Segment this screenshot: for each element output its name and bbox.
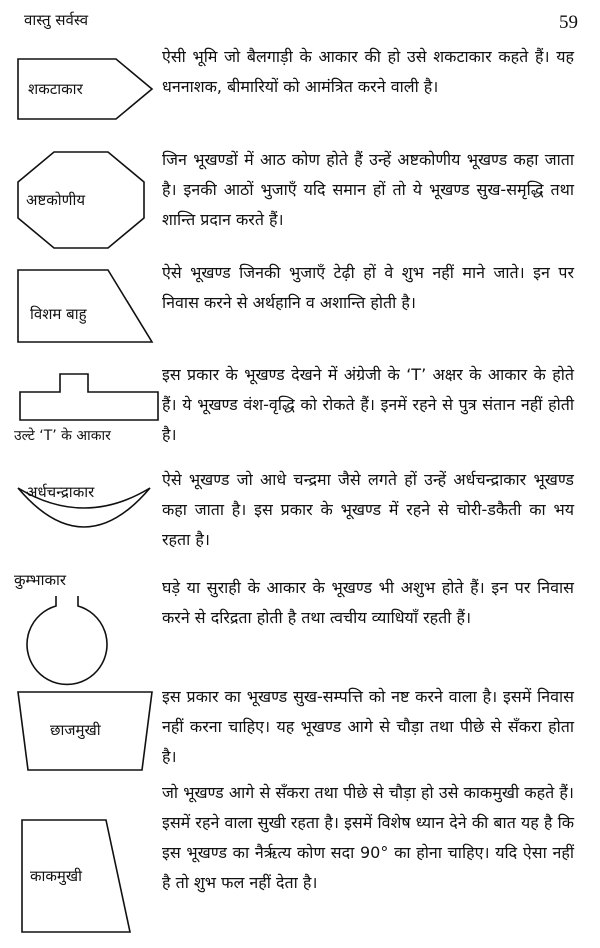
pot-shape bbox=[14, 570, 124, 680]
inverted-t-diagram bbox=[14, 372, 164, 452]
paragraph-shakatakar: ऐसी भूमि जो बैलगाड़ी के आकार की हो उसे शकटाकार कहते हैं। यह धननाशक, बीमारियों को आमंत्रित करने वाली है। bbox=[162, 47, 574, 96]
paragraph-chhajmukhi: इस प्रकार का भूखण्ड सुख-सम्पत्ति को नष्ट करने वाला है। इसमें निवास नहीं करना चाहिए। यह भूखण्ड आगे से चौड़ा तथा पीछे से सँकरा होता है। bbox=[162, 687, 574, 766]
page-number: 59 bbox=[559, 12, 578, 33]
running-header: वास्तु सर्वस्व bbox=[24, 11, 89, 29]
diagram-label: कुम्भाकार bbox=[14, 571, 66, 589]
diagram-label: छाजमुखी bbox=[50, 721, 101, 739]
ashtakoniya-diagram bbox=[16, 150, 146, 250]
kumbhakar-diagram bbox=[14, 570, 124, 680]
kakmukhi-diagram bbox=[20, 818, 140, 934]
visham-bahu-diagram bbox=[16, 268, 156, 344]
diagram-label: विशम बाहु bbox=[30, 305, 87, 323]
paragraph-ashtakoniya: जिन भूखण्डों में आठ कोण होते हैं उन्हें अष्टकोणीय भूखण्ड कहा जाता है। इनकी आठों भुजाएँ यदि समान हों तो ये भूखण्ड सुख-समृद्धि तथा शान्ति प्रदान करते हैं। bbox=[162, 150, 574, 229]
diagram-label: अर्धचन्द्राकार bbox=[26, 483, 95, 501]
paragraph-kakmukhi: जो भूखण्ड आगे से सँकरा तथा पीछे से चौड़ा हो उसे काकमुखी कहते हैं। इसमें रहने वाला सुखी रहता है। इसमें विशेष ध्यान देने की बात यह है कि इस भूखण्ड का नैर्ऋत्य कोण सदा 90° का होना चाहिए। यदि ऐसा नहीं है तो शुभ फल नहीं देता है। bbox=[162, 783, 574, 892]
paragraph-kumbhakar: घड़े या सुराही के आकार के भूखण्ड भी अशुभ होते हैं। इन पर निवास करने से दरिद्रता होती है तथा त्वचीय व्याधियाँ रहती हैं। bbox=[162, 578, 574, 627]
shakatakar-diagram bbox=[16, 55, 156, 125]
diagram-label: शकटाकार bbox=[28, 80, 83, 98]
paragraph-ardhachandrakar: ऐसे भूखण्ड जो आधे चन्द्रमा जैसे लगते हों उन्हें अर्धचन्द्राकार भूखण्ड कहा जाता है। इस प्रकार के भूखण्ड में रहने से चोरी-डकैती का भय रहता है। bbox=[162, 470, 574, 549]
diagram-label: अष्टकोणीय bbox=[26, 191, 86, 209]
ardhachandrakar-diagram bbox=[14, 480, 154, 540]
diagram-label: काकमुखी bbox=[30, 867, 83, 885]
diagram-label: उल्टे ‘T’ के आकार bbox=[14, 428, 111, 444]
paragraph-inverted-t: इस प्रकार के भूखण्ड देखने में अंग्रेजी के ‘T’ अक्षर के आकार के होते हैं। ये भूखण्ड वंश-वृद्धि को रोकते हैं। इनमें रहने से पुत्र संतान नहीं होती है। bbox=[162, 365, 574, 444]
chhajmukhi-diagram bbox=[16, 690, 156, 772]
paragraph-visham-bahu: ऐसे भूखण्ड जिनकी भुजाएँ टेढ़ी हों वे शुभ नहीं माने जाते। इन पर निवास करने से अर्थहानि व अशान्ति होती है। bbox=[162, 263, 574, 312]
